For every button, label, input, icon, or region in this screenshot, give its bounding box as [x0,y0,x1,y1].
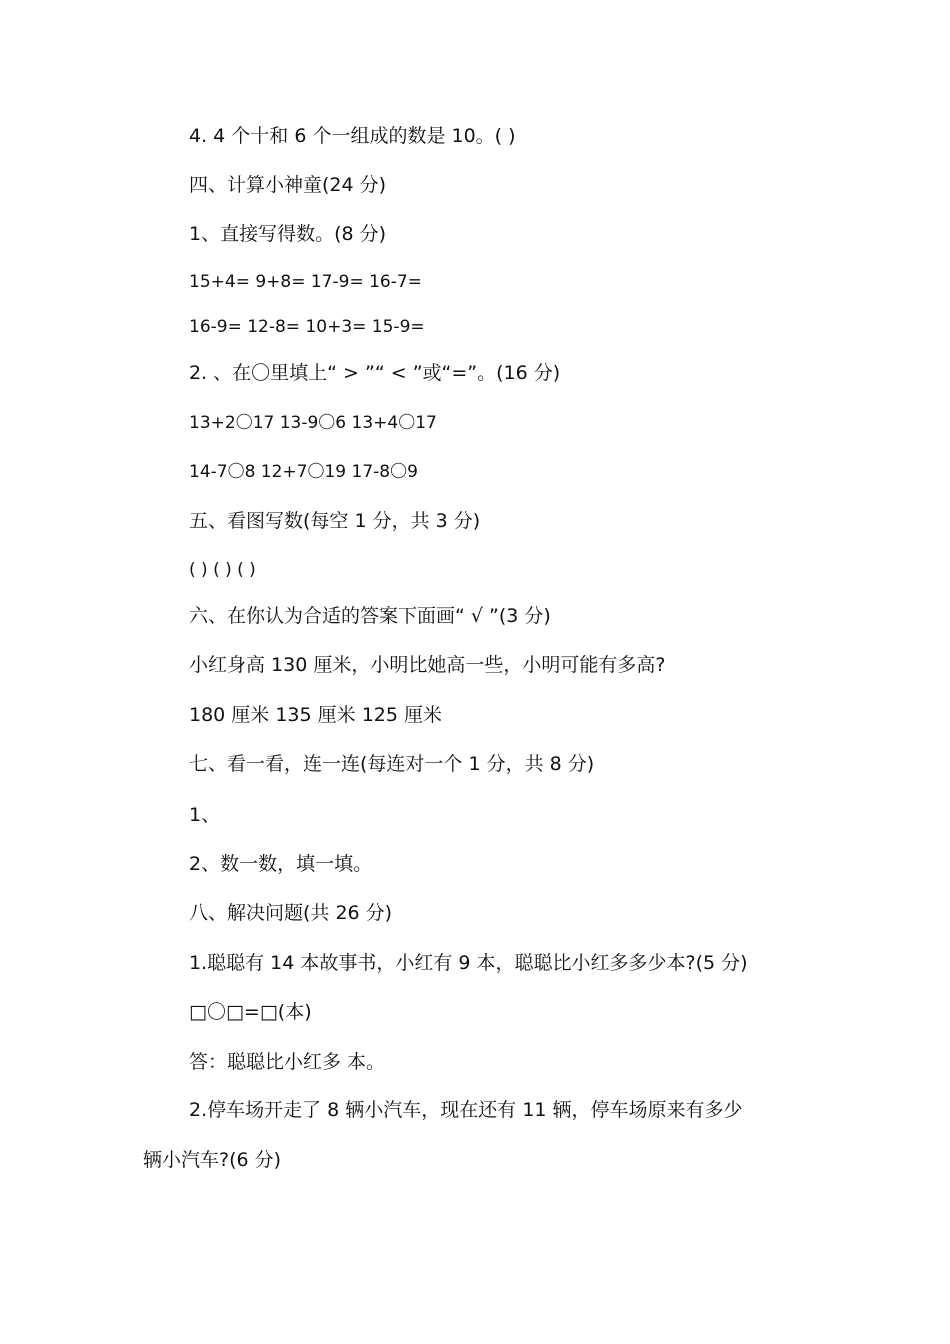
blank-parentheses-row: ( ) ( ) ( ) [189,560,256,580]
section-8-heading: 八、解决问题(共 26 分) [189,902,393,924]
section-7-item-2: 2、数一数，填一填。 [189,853,373,875]
subsection-2-heading: 2. 、在〇里填上“ > ”“ < ”或“=”。(16 分) [189,362,561,384]
problem-1-text: 1.聪聪有 14 本故事书，小红有 9 本，聪聪比小红多多少本?(5 分) [189,952,748,974]
height-options: 180 厘米 135 厘米 125 厘米 [189,704,442,726]
section-7-item-1: 1、 [189,804,221,826]
problem-1-answer: 答：聪聪比小红多 本。 [189,1051,386,1073]
compare-row-1: 13+2〇17 13-9〇6 13+4〇17 [189,413,437,433]
calc-row-2: 16-9= 12-8= 10+3= 15-9= [189,317,425,337]
section-5-heading: 五、看图写数(每空 1 分，共 3 分) [189,510,481,532]
section-6-heading: 六、在你认为合适的答案下面画“ √ ”(3 分) [189,605,551,627]
problem-2-text-line-2: 辆小汽车?(6 分) [143,1149,282,1171]
question-4-text: 4. 4 个十和 6 个一组成的数是 10。( ) [189,125,516,147]
subsection-1-heading: 1、直接写得数。(8 分) [189,223,387,245]
problem-1-equation: □〇□=□(本) [189,1001,312,1023]
section-4-heading: 四、计算小神童(24 分) [189,174,387,196]
compare-row-2: 14-7〇8 12+7〇19 17-8〇9 [189,462,418,482]
height-question: 小红身高 130 厘米，小明比她高一些，小明可能有多高? [189,654,666,676]
section-7-heading: 七、看一看，连一连(每连对一个 1 分，共 8 分) [189,753,595,775]
problem-2-text-line-1: 2.停车场开走了 8 辆小汽车，现在还有 11 辆，停车场原来有多少 [189,1099,743,1121]
calc-row-1: 15+4= 9+8= 17-9= 16-7= [189,272,422,292]
